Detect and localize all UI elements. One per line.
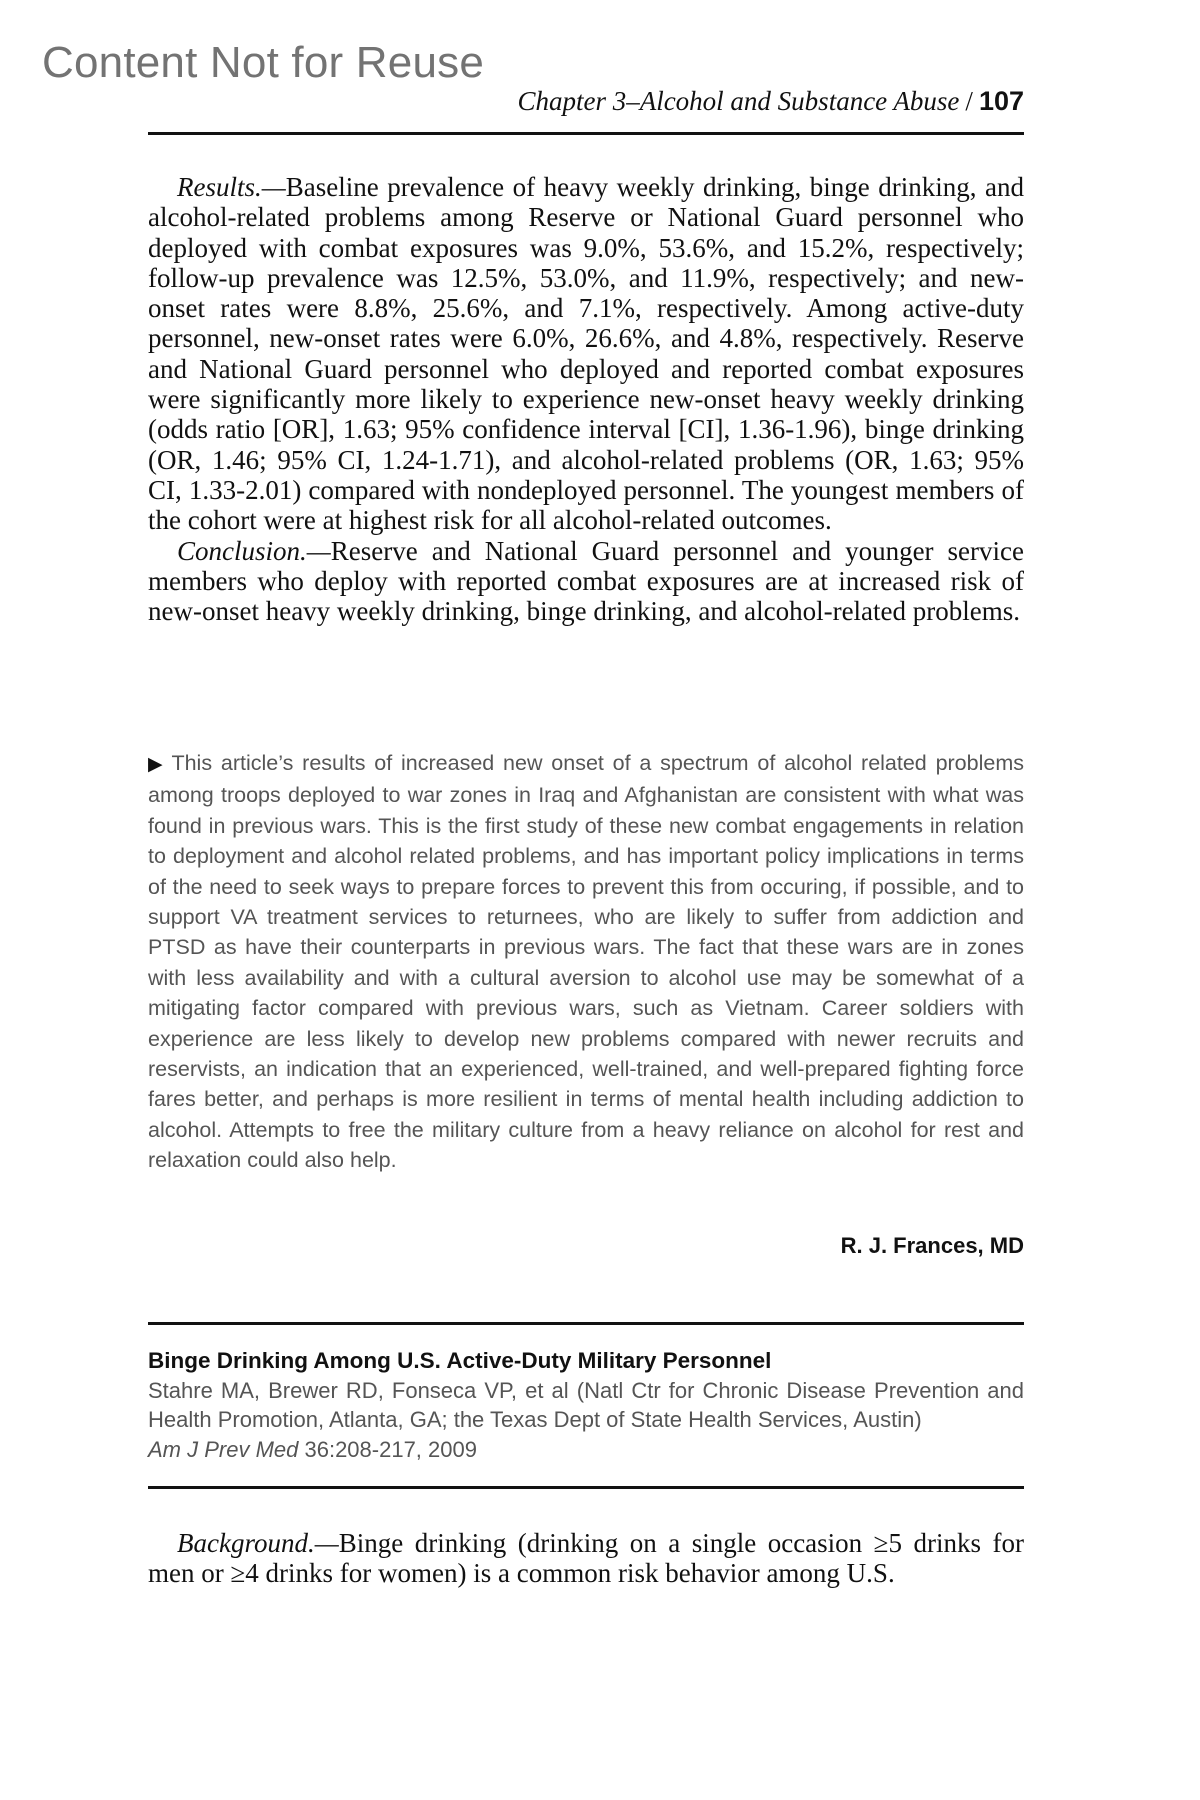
article-citation [148, 1435, 1024, 1465]
watermark: Content Not for Reuse [42, 38, 484, 87]
results-text: Baseline prevalence of heavy weekly drinking, binge drinking, and alcohol-related problems among Reserve or National Guard personnel who deployed with combat exposures was 9.0%, 53.6%, and 15.2%, respectively; follow-up prevalence was 12.5%, 53.0%, and 11.9%, respectively; and new-onset rates were 8.8%, 25.6%, and 7.1%, respectively. Among active-duty personnel, new-onset rates were 6.0%, 26.6%, and 4.8%, respectively. Reserve and National Guard personnel who deployed and reported combat exposures were significantly more likely to experience new-onset heavy weekly drinking (odds ratio [OR], 1.63; 95% confidence interval [CI], 1.36-1.96), binge drinking (OR, 1.46; 95% CI, 1.24-1.71), and alcohol-related problems (OR, 1.63; 95% CI, 1.33-2.01) compared with nondeployed personnel. The youngest members of the cohort were at highest risk for all alcohol-related outcomes. [148, 172, 1024, 536]
chapter-title: Chapter 3–Alcohol and Substance Abuse [517, 86, 960, 116]
article-title: Binge Drinking Among U.S. Active-Duty Military Personnel [148, 1348, 772, 1373]
citation-details: 36:208-217, 2009 [298, 1436, 477, 1462]
conclusion-paragraph [148, 536, 1024, 627]
conclusion-text: Reserve and National Guard personnel and younger service members who deploy with reported combat exposures are at increased risk of new-onset heavy weekly drinking, binge drinking, and alcohol-related problems. [148, 535, 1024, 627]
abstract [148, 172, 1024, 626]
commentary-marker-icon: ▶ [148, 754, 166, 775]
conclusion-label: Conclusion.— [177, 535, 331, 566]
background-label: Background.— [177, 1528, 339, 1558]
editorial-commentary [148, 748, 1024, 1176]
article-authors: Stahre MA, Brewer RD, Fonseca VP, et al (Natl Ctr for Chronic Disease Prevention and Health Promotion, Atlanta, GA; the Texas Dept of State Health Services, Austin) [148, 1377, 1024, 1432]
background-paragraph [148, 1528, 1024, 1589]
results-paragraph [148, 172, 1024, 536]
running-head [148, 86, 1024, 135]
article-header [148, 1322, 1024, 1489]
journal-name: Am J Prev Med [148, 1436, 299, 1462]
commentary-text: This article’s results of increased new onset of a spectrum of alcohol related problems among troops deployed to war zones in Iraq and Afghanistan are consistent with what was found in previous wars. This is the first study of these new combat engagements in relation to deployment and alcohol related problems, and has important policy implications in terms of the need to seek ways to prepare forces to prevent this from occuring, if possible, and to support VA treatment services to returnees, who are likely to suffer from addiction and PTSD as have their counterparts in previous wars. The fact that these wars are in zones with less availability and with a cultural aversion to alcohol use may be somewhat of a mitigating factor compared with previous wars, such as Vietnam. Career soldiers with experience are less likely to develop new problems compared with newer recruits and reservists, an indication that an experienced, well-trained, and well-prepared fighting force fares better, and perhaps is more resilient in terms of mental health including addiction to alcohol. Attempts to free the military culture from a heavy reliance on alcohol for rest and relaxation could also help. [148, 751, 1024, 1173]
background-section [148, 1528, 1024, 1589]
results-label: Results.— [177, 172, 286, 202]
running-head-separator: / [965, 86, 973, 116]
commentary-signature: R. J. Frances, MD [840, 1233, 1024, 1258]
background-text: Binge drinking (drinking on a single occasion ≥5 drinks for men or ≥4 drinks for women) is a common risk behavior among U.S. [148, 1528, 1024, 1589]
page-number: 107 [978, 86, 1024, 116]
